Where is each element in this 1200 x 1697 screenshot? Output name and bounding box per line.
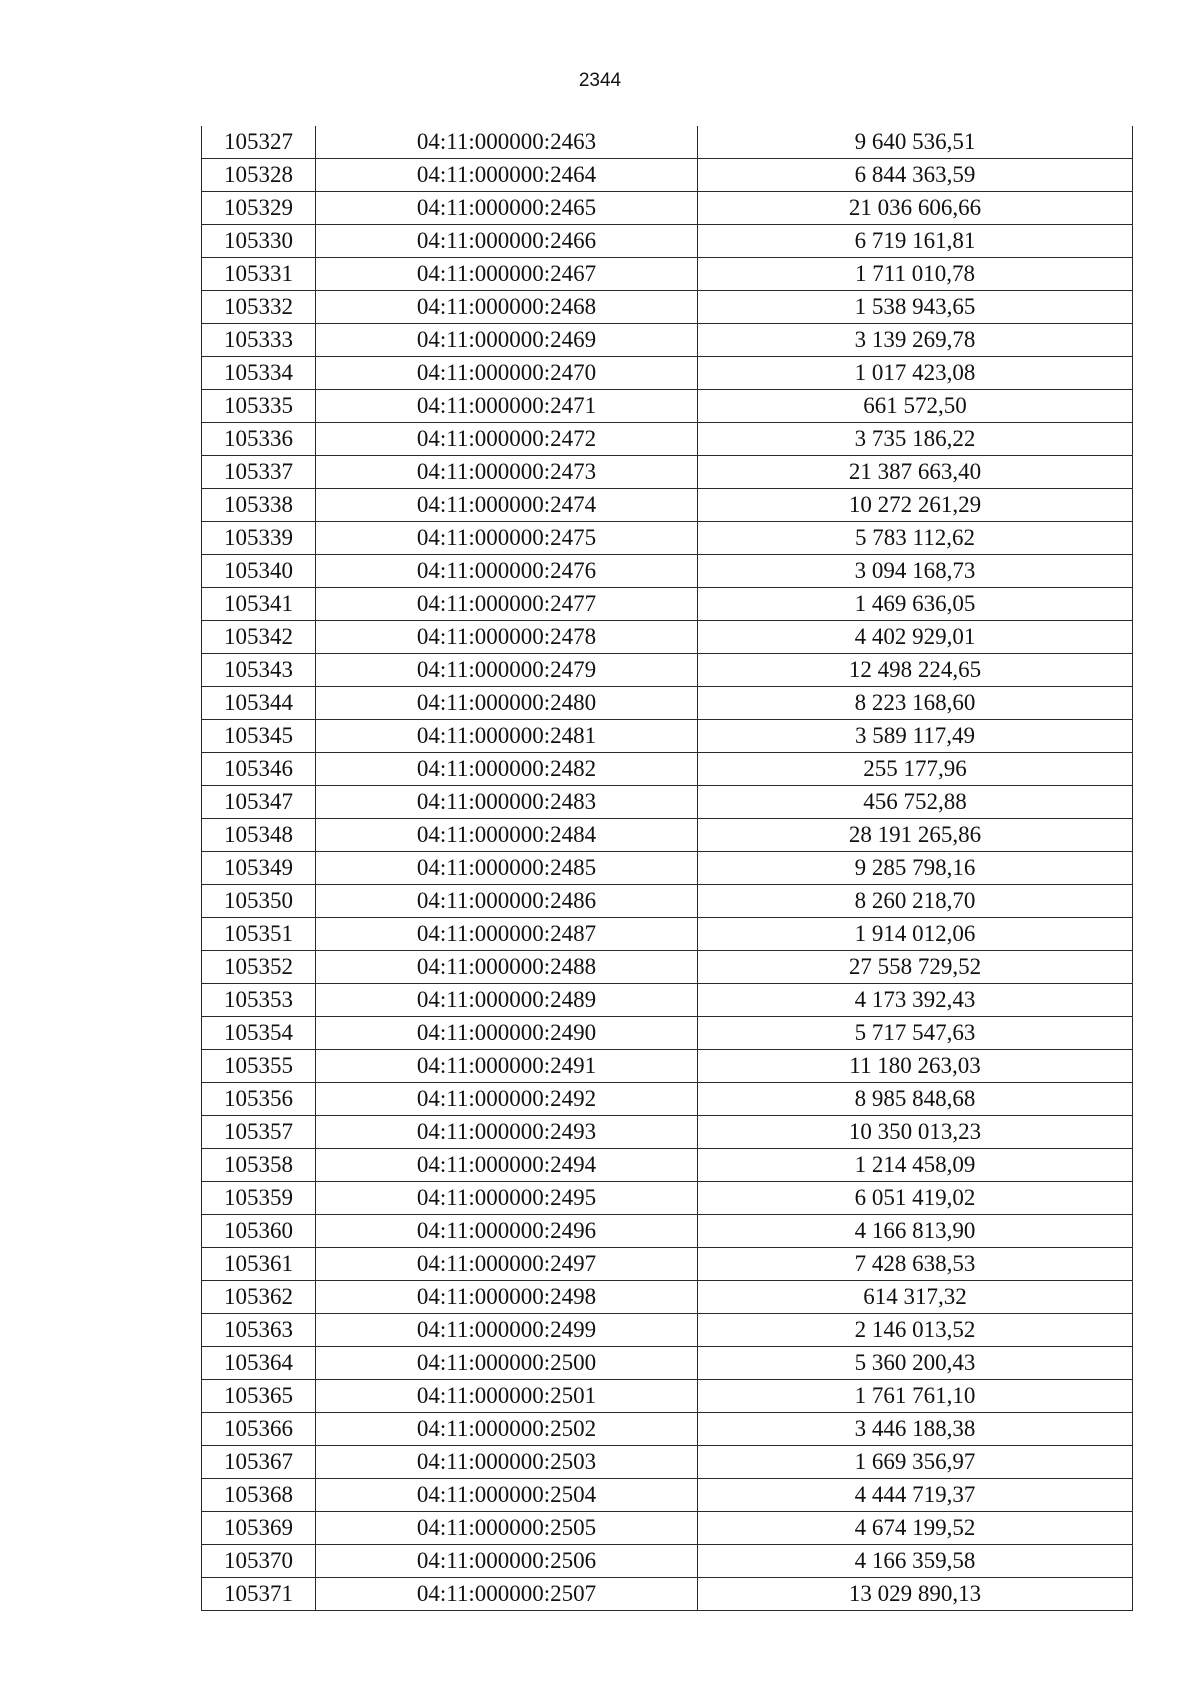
row-number-cell: 105359: [202, 1182, 316, 1215]
table-row: [202, 357, 1133, 390]
cadastral-value-cell: 7 428 638,53: [698, 1248, 1133, 1281]
cadastral-number-cell: 04:11:000000:2475: [316, 522, 698, 555]
table-row: [202, 852, 1133, 885]
cadastral-value-cell: 9 285 798,16: [698, 852, 1133, 885]
row-number-cell: 105351: [202, 918, 316, 951]
table-row: [202, 918, 1133, 951]
cadastral-value-cell: 10 272 261,29: [698, 489, 1133, 522]
cadastral-value-cell: 4 173 392,43: [698, 984, 1133, 1017]
cadastral-number-cell: 04:11:000000:2486: [316, 885, 698, 918]
cadastral-number-cell: 04:11:000000:2493: [316, 1116, 698, 1149]
cadastral-number-cell: 04:11:000000:2473: [316, 456, 698, 489]
row-number-cell: 105369: [202, 1512, 316, 1545]
row-number-cell: 105331: [202, 258, 316, 291]
cadastral-number-cell: 04:11:000000:2463: [316, 126, 698, 159]
row-number-cell: 105357: [202, 1116, 316, 1149]
cadastral-number-cell: 04:11:000000:2490: [316, 1017, 698, 1050]
table-row: [202, 192, 1133, 225]
table-row: [202, 126, 1133, 159]
table-row: [202, 1083, 1133, 1116]
row-number-cell: 105353: [202, 984, 316, 1017]
cadastral-number-cell: 04:11:000000:2465: [316, 192, 698, 225]
cadastral-number-cell: 04:11:000000:2482: [316, 753, 698, 786]
cadastral-number-cell: 04:11:000000:2478: [316, 621, 698, 654]
cadastral-value-cell: 4 402 929,01: [698, 621, 1133, 654]
table-row: [202, 1479, 1133, 1512]
cadastral-value-cell: 10 350 013,23: [698, 1116, 1133, 1149]
table-row: [202, 720, 1133, 753]
cadastral-value-cell: 1 538 943,65: [698, 291, 1133, 324]
cadastral-value-cell: 11 180 263,03: [698, 1050, 1133, 1083]
cadastral-value-cell: 3 094 168,73: [698, 555, 1133, 588]
table-row: [202, 786, 1133, 819]
cadastral-value-cell: 5 783 112,62: [698, 522, 1133, 555]
table-row: [202, 1380, 1133, 1413]
cadastral-value-cell: 8 985 848,68: [698, 1083, 1133, 1116]
row-number-cell: 105333: [202, 324, 316, 357]
cadastral-number-cell: 04:11:000000:2472: [316, 423, 698, 456]
cadastral-number-cell: 04:11:000000:2468: [316, 291, 698, 324]
row-number-cell: 105363: [202, 1314, 316, 1347]
table-row: [202, 885, 1133, 918]
cadastral-number-cell: 04:11:000000:2501: [316, 1380, 698, 1413]
cadastral-number-cell: 04:11:000000:2506: [316, 1545, 698, 1578]
cadastral-number-cell: 04:11:000000:2480: [316, 687, 698, 720]
row-number-cell: 105366: [202, 1413, 316, 1446]
cadastral-number-cell: 04:11:000000:2481: [316, 720, 698, 753]
table-row: [202, 225, 1133, 258]
row-number-cell: 105350: [202, 885, 316, 918]
cadastral-value-cell: 6 844 363,59: [698, 159, 1133, 192]
row-number-cell: 105334: [202, 357, 316, 390]
table-row: [202, 423, 1133, 456]
table-row: [202, 291, 1133, 324]
table-row: [202, 1017, 1133, 1050]
table-row: [202, 159, 1133, 192]
table-body: [202, 126, 1133, 1611]
cadastral-number-cell: 04:11:000000:2503: [316, 1446, 698, 1479]
cadastral-number-cell: 04:11:000000:2507: [316, 1578, 698, 1611]
row-number-cell: 105370: [202, 1545, 316, 1578]
cadastral-value-cell: 3 446 188,38: [698, 1413, 1133, 1446]
cadastral-number-cell: 04:11:000000:2484: [316, 819, 698, 852]
cadastral-value-cell: 1 711 010,78: [698, 258, 1133, 291]
row-number-cell: 105352: [202, 951, 316, 984]
cadastral-value-cell: 4 444 719,37: [698, 1479, 1133, 1512]
cadastral-number-cell: 04:11:000000:2485: [316, 852, 698, 885]
table-row: [202, 1413, 1133, 1446]
table-row: [202, 1446, 1133, 1479]
cadastral-value-cell: 27 558 729,52: [698, 951, 1133, 984]
table-row: [202, 1116, 1133, 1149]
row-number-cell: 105348: [202, 819, 316, 852]
row-number-cell: 105344: [202, 687, 316, 720]
row-number-cell: 105371: [202, 1578, 316, 1611]
cadastral-value-cell: 4 166 359,58: [698, 1545, 1133, 1578]
cadastral-number-cell: 04:11:000000:2491: [316, 1050, 698, 1083]
table-row: [202, 1215, 1133, 1248]
cadastral-number-cell: 04:11:000000:2479: [316, 654, 698, 687]
cadastral-value-cell: 5 360 200,43: [698, 1347, 1133, 1380]
row-number-cell: 105343: [202, 654, 316, 687]
cadastral-value-cell: 1 469 636,05: [698, 588, 1133, 621]
cadastral-number-cell: 04:11:000000:2476: [316, 555, 698, 588]
cadastral-value-cell: 1 669 356,97: [698, 1446, 1133, 1479]
table-row: [202, 1182, 1133, 1215]
cadastral-number-cell: 04:11:000000:2470: [316, 357, 698, 390]
cadastral-value-cell: 21 387 663,40: [698, 456, 1133, 489]
row-number-cell: 105339: [202, 522, 316, 555]
table-row: [202, 1545, 1133, 1578]
cadastral-value-cell: 3 735 186,22: [698, 423, 1133, 456]
table-row: [202, 1149, 1133, 1182]
row-number-cell: 105346: [202, 753, 316, 786]
cadastral-value-cell: 661 572,50: [698, 390, 1133, 423]
table-row: [202, 1281, 1133, 1314]
cadastral-value-cell: 3 589 117,49: [698, 720, 1133, 753]
cadastral-value-cell: 6 051 419,02: [698, 1182, 1133, 1215]
cadastral-value-cell: 12 498 224,65: [698, 654, 1133, 687]
row-number-cell: 105354: [202, 1017, 316, 1050]
table-row: [202, 1512, 1133, 1545]
table-row: [202, 621, 1133, 654]
row-number-cell: 105336: [202, 423, 316, 456]
cadastral-number-cell: 04:11:000000:2469: [316, 324, 698, 357]
row-number-cell: 105358: [202, 1149, 316, 1182]
table-row: [202, 1248, 1133, 1281]
row-number-cell: 105345: [202, 720, 316, 753]
table-row: [202, 1578, 1133, 1611]
table-row: [202, 456, 1133, 489]
cadastral-number-cell: 04:11:000000:2466: [316, 225, 698, 258]
table-row: [202, 555, 1133, 588]
cadastral-number-cell: 04:11:000000:2492: [316, 1083, 698, 1116]
cadastral-number-cell: 04:11:000000:2487: [316, 918, 698, 951]
row-number-cell: 105364: [202, 1347, 316, 1380]
cadastral-value-table: [201, 126, 1133, 1611]
cadastral-number-cell: 04:11:000000:2464: [316, 159, 698, 192]
table-row: [202, 588, 1133, 621]
cadastral-number-cell: 04:11:000000:2499: [316, 1314, 698, 1347]
row-number-cell: 105330: [202, 225, 316, 258]
table-row: [202, 753, 1133, 786]
cadastral-value-cell: 3 139 269,78: [698, 324, 1133, 357]
row-number-cell: 105332: [202, 291, 316, 324]
row-number-cell: 105335: [202, 390, 316, 423]
cadastral-number-cell: 04:11:000000:2502: [316, 1413, 698, 1446]
cadastral-value-cell: 456 752,88: [698, 786, 1133, 819]
table-row: [202, 819, 1133, 852]
table-row: [202, 984, 1133, 1017]
table-row: [202, 1050, 1133, 1083]
cadastral-number-cell: 04:11:000000:2489: [316, 984, 698, 1017]
row-number-cell: 105340: [202, 555, 316, 588]
cadastral-number-cell: 04:11:000000:2494: [316, 1149, 698, 1182]
cadastral-value-cell: 1 017 423,08: [698, 357, 1133, 390]
row-number-cell: 105347: [202, 786, 316, 819]
cadastral-value-cell: 1 914 012,06: [698, 918, 1133, 951]
row-number-cell: 105367: [202, 1446, 316, 1479]
table-row: [202, 522, 1133, 555]
cadastral-value-cell: 8 223 168,60: [698, 687, 1133, 720]
table-row: [202, 687, 1133, 720]
page-number: 2344: [578, 70, 622, 91]
cadastral-value-cell: 5 717 547,63: [698, 1017, 1133, 1050]
table-row: [202, 489, 1133, 522]
cadastral-value-cell: 614 317,32: [698, 1281, 1133, 1314]
row-number-cell: 105337: [202, 456, 316, 489]
table-row: [202, 951, 1133, 984]
cadastral-number-cell: 04:11:000000:2474: [316, 489, 698, 522]
table-row: [202, 654, 1133, 687]
table-row: [202, 324, 1133, 357]
row-number-cell: 105365: [202, 1380, 316, 1413]
cadastral-value-cell: 2 146 013,52: [698, 1314, 1133, 1347]
cadastral-value-cell: 28 191 265,86: [698, 819, 1133, 852]
cadastral-number-cell: 04:11:000000:2488: [316, 951, 698, 984]
cadastral-value-cell: 13 029 890,13: [698, 1578, 1133, 1611]
cadastral-number-cell: 04:11:000000:2496: [316, 1215, 698, 1248]
row-number-cell: 105362: [202, 1281, 316, 1314]
cadastral-number-cell: 04:11:000000:2471: [316, 390, 698, 423]
row-number-cell: 105356: [202, 1083, 316, 1116]
table-row: [202, 258, 1133, 291]
cadastral-number-cell: 04:11:000000:2467: [316, 258, 698, 291]
row-number-cell: 105329: [202, 192, 316, 225]
row-number-cell: 105328: [202, 159, 316, 192]
cadastral-number-cell: 04:11:000000:2495: [316, 1182, 698, 1215]
cadastral-value-cell: 21 036 606,66: [698, 192, 1133, 225]
cadastral-number-cell: 04:11:000000:2483: [316, 786, 698, 819]
cadastral-number-cell: 04:11:000000:2477: [316, 588, 698, 621]
table-row: [202, 1314, 1133, 1347]
row-number-cell: 105327: [202, 126, 316, 159]
cadastral-value-cell: 8 260 218,70: [698, 885, 1133, 918]
cadastral-value-cell: 9 640 536,51: [698, 126, 1133, 159]
cadastral-value-cell: 255 177,96: [698, 753, 1133, 786]
row-number-cell: 105341: [202, 588, 316, 621]
row-number-cell: 105349: [202, 852, 316, 885]
cadastral-number-cell: 04:11:000000:2500: [316, 1347, 698, 1380]
table-row: [202, 1347, 1133, 1380]
row-number-cell: 105368: [202, 1479, 316, 1512]
row-number-cell: 105355: [202, 1050, 316, 1083]
cadastral-number-cell: 04:11:000000:2505: [316, 1512, 698, 1545]
cadastral-value-cell: 4 674 199,52: [698, 1512, 1133, 1545]
row-number-cell: 105360: [202, 1215, 316, 1248]
row-number-cell: 105361: [202, 1248, 316, 1281]
row-number-cell: 105338: [202, 489, 316, 522]
cadastral-value-cell: 4 166 813,90: [698, 1215, 1133, 1248]
cadastral-number-cell: 04:11:000000:2504: [316, 1479, 698, 1512]
cadastral-value-cell: 6 719 161,81: [698, 225, 1133, 258]
cadastral-value-cell: 1 214 458,09: [698, 1149, 1133, 1182]
cadastral-number-cell: 04:11:000000:2498: [316, 1281, 698, 1314]
table-row: [202, 390, 1133, 423]
row-number-cell: 105342: [202, 621, 316, 654]
cadastral-number-cell: 04:11:000000:2497: [316, 1248, 698, 1281]
cadastral-value-cell: 1 761 761,10: [698, 1380, 1133, 1413]
